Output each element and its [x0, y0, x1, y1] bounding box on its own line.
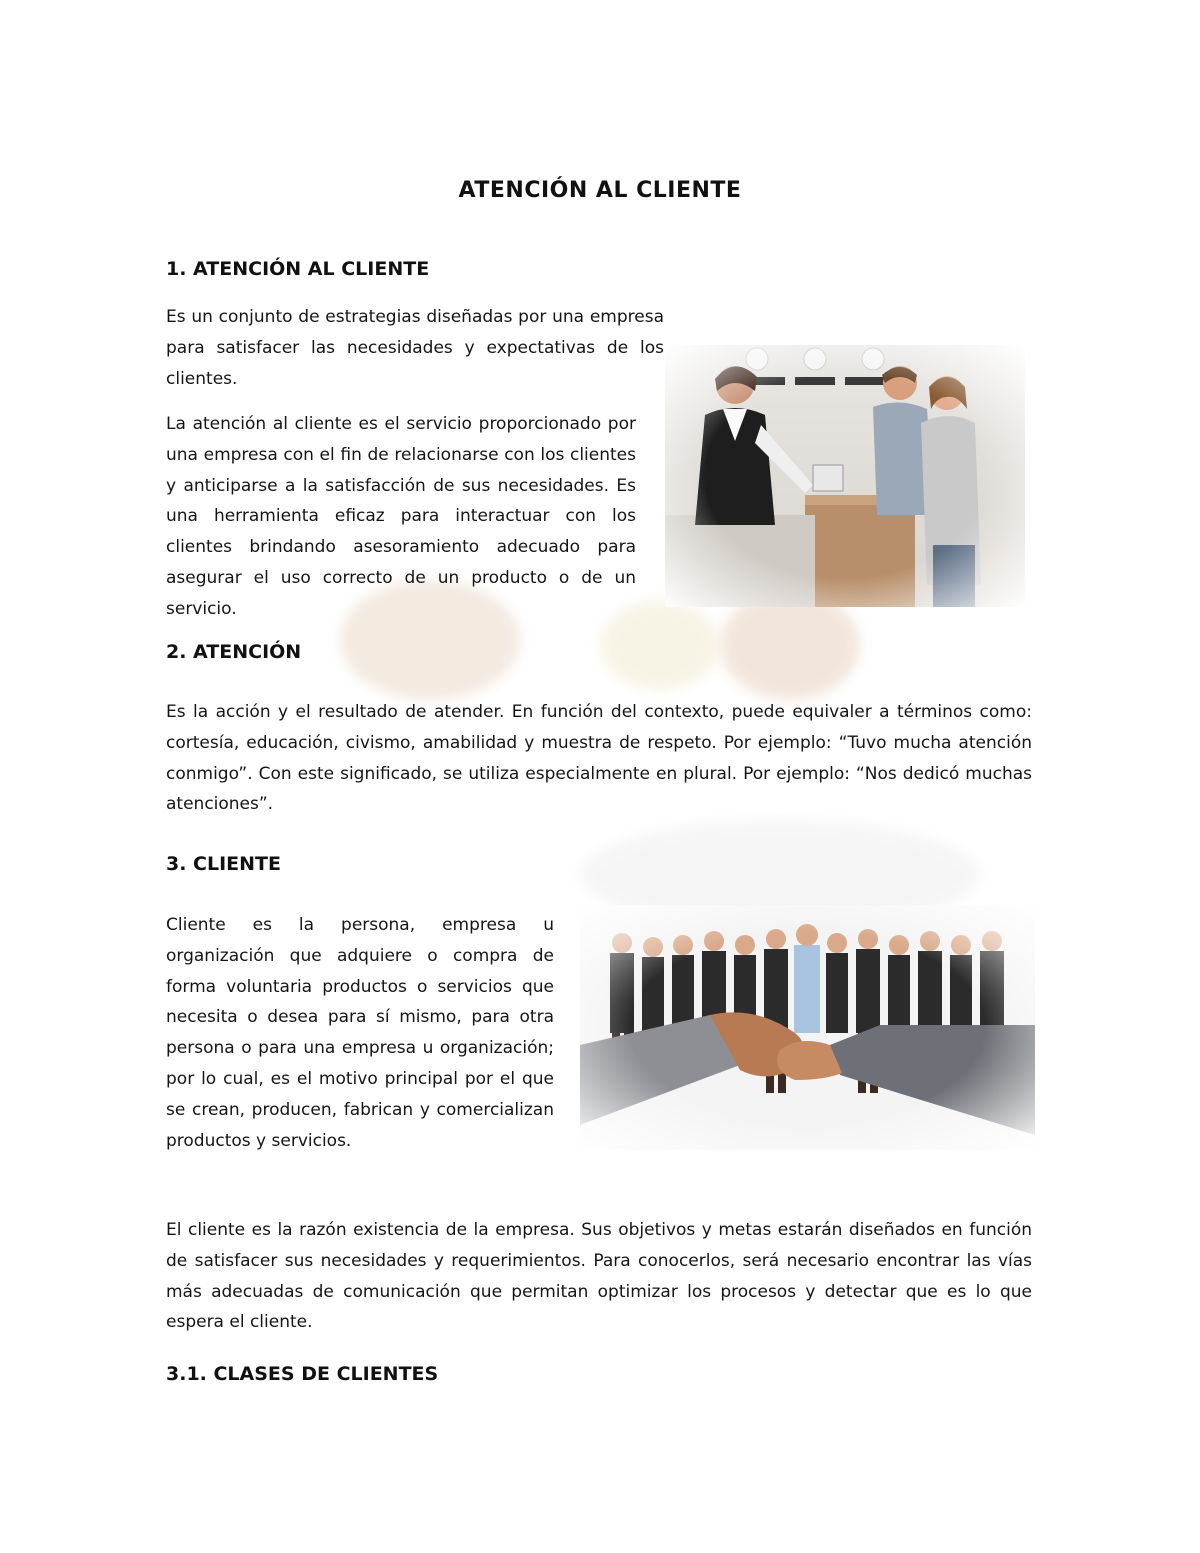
section-heading: 2. ATENCIÓN	[166, 641, 302, 663]
paragraph: El cliente es la razón existencia de la empresa. Sus objetivos y metas estarán diseñados en función de satisfacer sus necesidades y requerimientos. Para conocerlos, será necesario encontrar las vías más adecuadas de comunicación que permitan optimizar los procesos y detectar que es lo que espera el cliente.	[166, 1220, 1032, 1333]
section-heading: 3. CLIENTE	[166, 853, 281, 875]
paragraph: Es un conjunto de estrategias diseñadas por una empresa para satisfacer las necesidades y expectativas de los clientes.	[166, 307, 664, 389]
paragraph: Cliente es la persona, empresa u organización que adquiere o compra de forma voluntaria productos o servicios que necesita o desea para sí mismo, para otra persona o para una empresa u organización; por lo cual, es el motivo principal por el que se crean, producen, fabrican y comercializan productos y servicios.	[166, 915, 554, 1151]
paragraph: La atención al cliente es el servicio proporcionado por una empresa con el fin de relacionarse con los clientes y anticiparse a la satisfacción de sus necesidades. Es una herramienta eficaz para interactuar con los clientes brindando asesoramiento adecuado para asegurar el uso correcto de un producto o de un servicio.	[166, 414, 636, 619]
document-title: ATENCIÓN AL CLIENTE	[458, 177, 742, 203]
reception-desk-photo	[665, 345, 1025, 607]
paragraph: Es la acción y el resultado de atender. En función del contexto, puede equivaler a términos como: cortesía, educación, civismo, amabilidad y muestra de respeto. Por ejemplo: “Tuvo mucha atención conmigo”. Con este significado, se utiliza especialmente en plural. Por ejemplo: “Nos dedicó muchas atenciones”.	[166, 702, 1032, 815]
reception-scene-illustration	[665, 345, 1025, 607]
section-heading: 1. ATENCIÓN AL CLIENTE	[166, 258, 430, 280]
handshake-team-photo	[580, 905, 1035, 1150]
section-heading: 3.1. CLASES DE CLIENTES	[166, 1363, 439, 1385]
handshake-scene-illustration	[580, 905, 1035, 1150]
